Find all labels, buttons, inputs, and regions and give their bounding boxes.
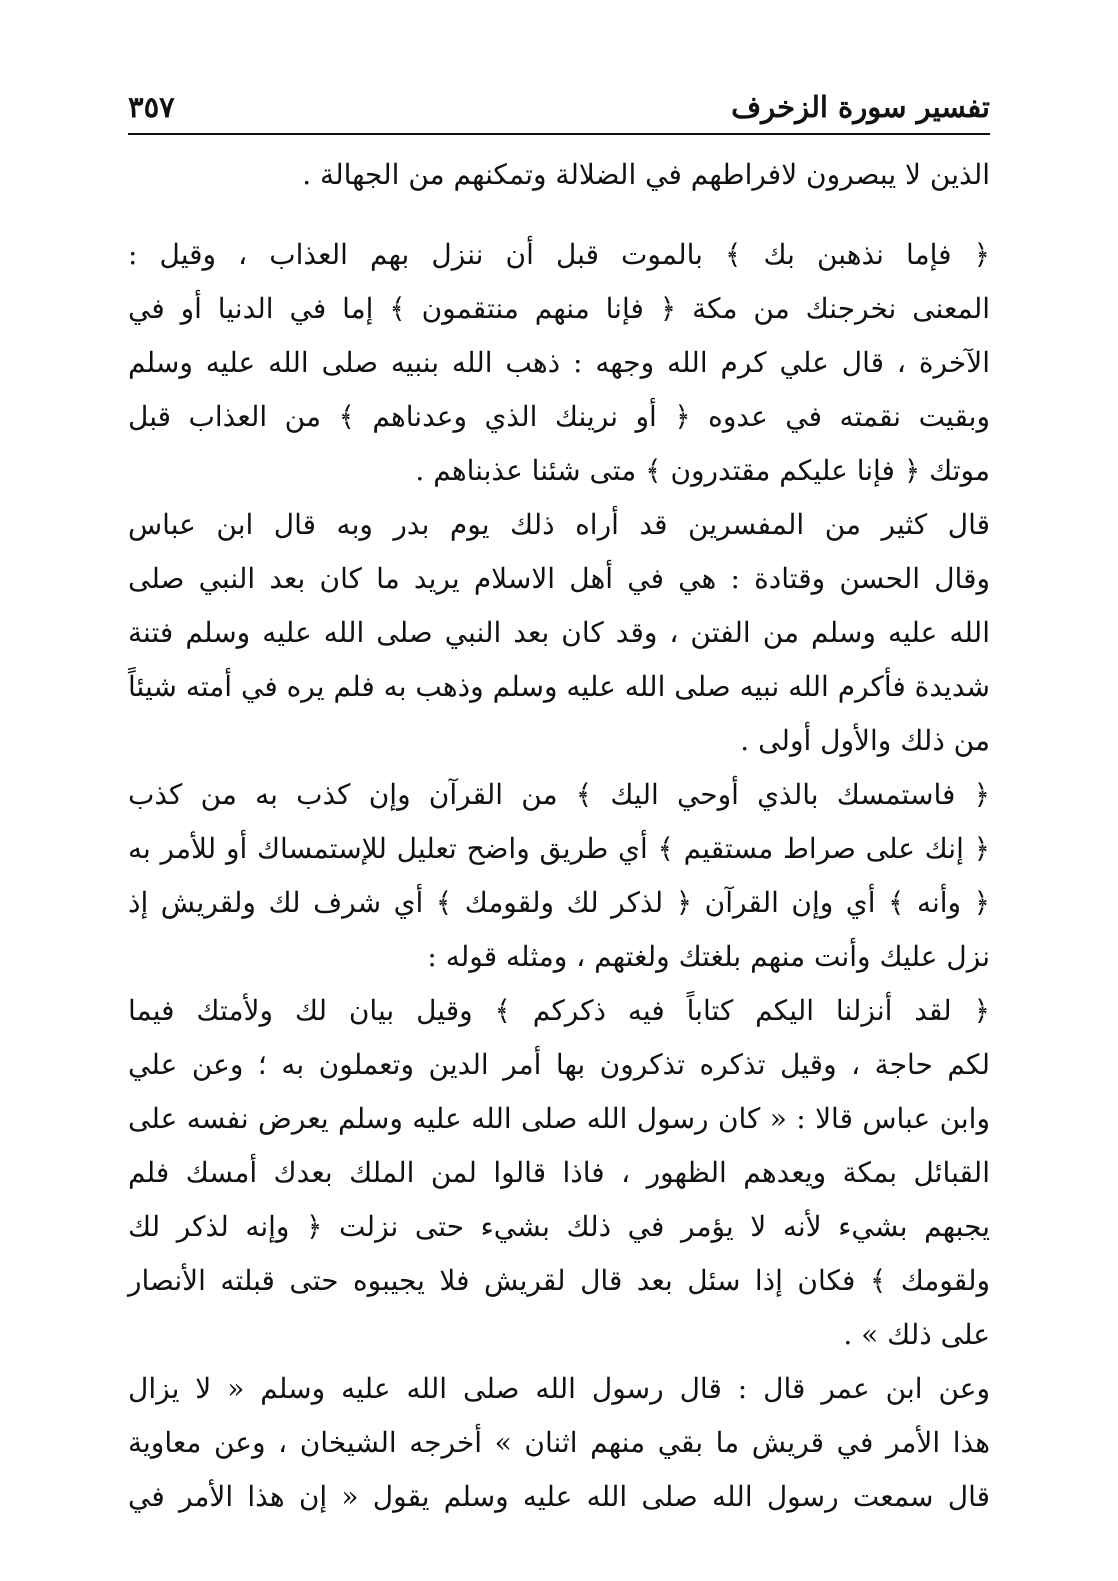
text-line: ﴿ لقد أنزلنا اليكم كتاباً فيه ذكركم ﴾ وقيل بيان لك ولأمتك فيما [128,994,990,1027]
header-rule [128,133,990,135]
text-line: ﴿ وأنه ﴾ أي وإن القرآن ﴿ لذكر لك ولقومك ﴾ أي شرف لك ولقريش إذ [128,886,990,919]
page-number: ٣٥٧ [128,90,175,124]
text-line: لكم حاجة ، وقيل تذكره تذكرون بها أمر الدين وتعملون به ؛ وعن علي [128,1048,990,1081]
text-line: الله عليه وسلم من الفتن ، وقد كان بعد النبي صلى الله عليه وسلم فتنة [128,616,990,649]
text-line: شديدة فأكرم الله نبيه صلى الله عليه وسلم وذهب به فلم يره في أمته شيئاً [128,670,990,703]
text-line: من ذلك والأول أولى . [740,724,990,757]
running-header [128,88,990,132]
text-line: وبقيت نقمته في عدوه ﴿ أو نرينك الذي وعدناهم ﴾ من العذاب قبل [128,400,990,433]
text-line: نزل عليك وأنت منهم بلغتك ولغتهم ، ومثله قوله : [427,940,990,973]
text-line: وقال الحسن وقتادة : هي في أهل الاسلام يريد ما كان بعد النبي صلى [128,562,990,595]
header-title: تفسير سورة الزخرف [731,90,990,124]
text-line: ﴿ إنك على صراط مستقيم ﴾ أي طريق واضح تعليل للإستمساك أو للأمر به [128,832,990,865]
text-line: الذين لا يبصرون لافراطهم في الضلالة وتمكنهم من الجهالة . [302,158,990,191]
text-line: ﴿ فإما نذهبن بك ﴾ بالموت قبل أن ننزل بهم العذاب ، وقيل : [128,238,990,271]
text-line: وابن عباس قالا : « كان رسول الله صلى الله عليه وسلم يعرض نفسه على [128,1102,990,1135]
text-line: على ذلك » . [843,1318,990,1351]
text-line: وعن ابن عمر قال : قال رسول الله صلى الله عليه وسلم « لا يزال [128,1372,990,1405]
text-line: موتك ﴿ فإنا عليكم مقتدرون ﴾ متى شئنا عذبناهم . [415,454,990,487]
text-line: ولقومك ﴾ فكان إذا سئل بعد قال لقريش فلا يجيبوه حتى قبلته الأنصار [128,1264,990,1297]
text-line: القبائل بمكة ويعدهم الظهور ، فاذا قالوا لمن الملك بعدك أمسك فلم [128,1156,990,1189]
text-line: ﴿ فاستمسك بالذي أوحي اليك ﴾ من القرآن وإن كذب به من كذب [128,778,990,811]
text-line: يجبهم بشيء لأنه لا يؤمر في ذلك بشيء حتى نزلت ﴿ وإنه لذكر لك [128,1210,990,1243]
text-line: قال سمعت رسول الله صلى الله عليه وسلم يقول « إن هذا الأمر في [128,1480,990,1513]
text-line: قال كثير من المفسرين قد أراه ذلك يوم بدر وبه قال ابن عباس [128,508,990,541]
text-line: هذا الأمر في قريش ما بقي منهم اثنان » أخرجه الشيخان ، وعن معاوية [128,1426,990,1459]
text-line: الآخرة ، قال علي كرم الله وجهه : ذهب الله بنبيه صلى الله عليه وسلم [128,346,990,379]
text-line: المعنى نخرجنك من مكة ﴿ فإنا منهم منتقمون ﴾ إما في الدنيا أو في [128,292,990,325]
